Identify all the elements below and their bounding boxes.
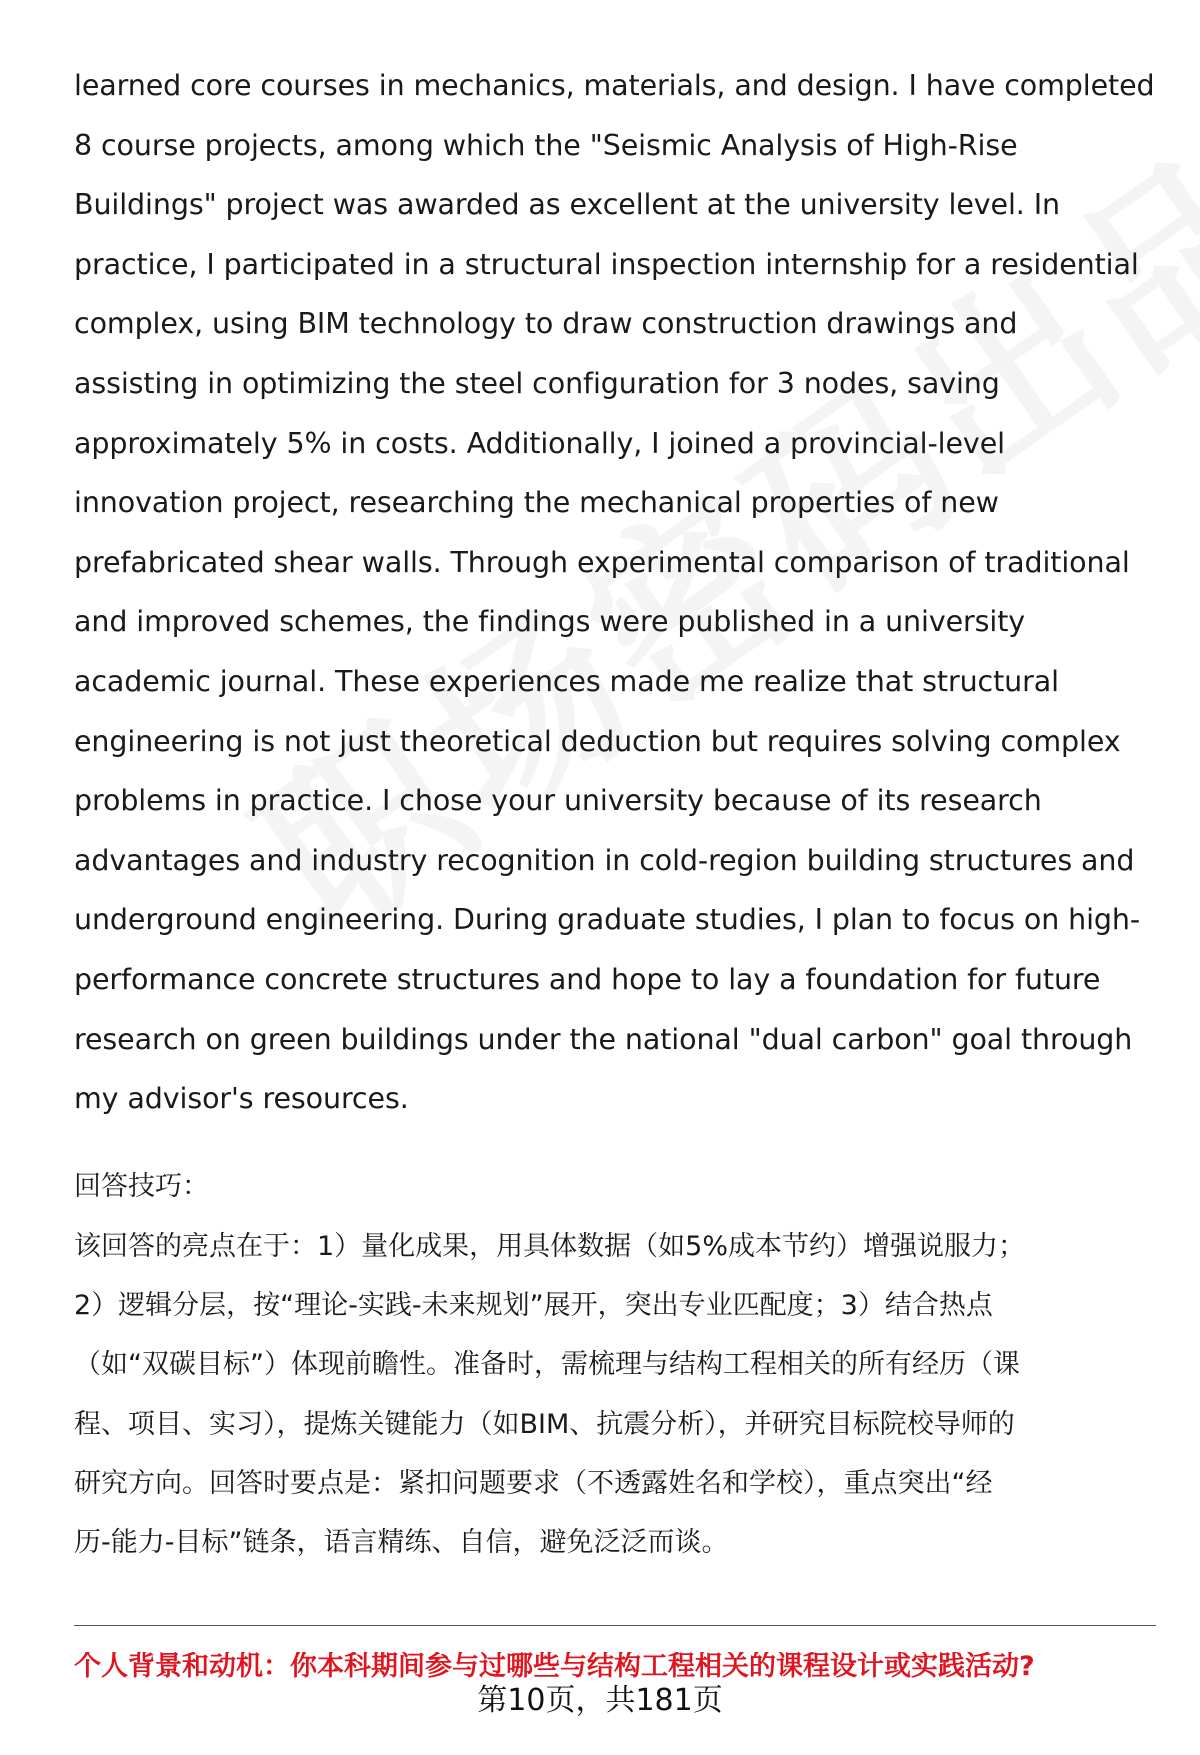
answer-line: learned core courses in mechanics, materials, and design. I have completed — [74, 69, 1155, 102]
tips-line: 历-能力-目标”链条，语言精练、自信，避免泛泛而谈。 — [74, 1527, 729, 1559]
tips-line: 程、项目、实习），提炼关键能力（如BIM、抗震分析），并研究目标院校导师的 — [74, 1408, 1015, 1440]
page-footer — [0, 1684, 1200, 1718]
answer-line: prefabricated shear walls. Through experimental comparison of traditional — [74, 545, 1130, 579]
answer-line: Buildings" project was awarded as excellent at the university level. In — [74, 188, 1060, 222]
tips-heading: 回答技巧： — [74, 1171, 209, 1202]
answer-line: performance concrete structures and hope to lay a foundation for future — [74, 962, 1101, 996]
answer-line: research on green buildings under the national "dual carbon" goal through — [74, 1022, 1133, 1056]
answer-line: complex, using BIM technology to draw construction drawings and — [74, 307, 1018, 341]
tips-line: （如“双碳目标”）体现前瞻性。准备时，需梳理与结构工程相关的所有经历（课 — [74, 1349, 1020, 1381]
page-number-label: 第10页，共181页 — [473, 1683, 726, 1718]
answer-paragraph — [74, 56, 1164, 1129]
answer-line: innovation project, researching the mechanical properties of new — [74, 486, 999, 520]
answer-line: 8 course projects, among which the "Seismic Analysis of High-Rise — [74, 128, 1018, 162]
answer-line: academic journal. These experiences made me realize that structural — [74, 664, 1059, 698]
answer-line: advantages and industry recognition in cold-region building structures and — [74, 843, 1135, 877]
answer-line: underground engineering. During graduate studies, I plan to focus on high- — [74, 903, 1141, 937]
answer-line: approximately 5% in costs. Additionally, I joined a provincial-level — [74, 426, 1005, 460]
answer-line: assisting in optimizing the steel configuration for 3 nodes, saving — [74, 366, 1000, 400]
answer-line: problems in practice. I chose your university because of its research — [74, 784, 1042, 818]
answer-line: my advisor's resources. — [74, 1082, 409, 1116]
answer-line: practice, I participated in a structural inspection internship for a residential — [74, 247, 1139, 281]
tips-line: 该回答的亮点在于：1）量化成果，用具体数据（如5%成本节约）增强说服力； — [74, 1231, 1026, 1262]
answer-line: engineering is not just theoretical deduction but requires solving complex — [74, 724, 1121, 758]
tips-line: 2）逻辑分层，按“理论-实践-未来规划”展开，突出专业匹配度；3）结合热点 — [74, 1290, 993, 1322]
section-divider — [74, 1625, 1156, 1626]
next-question-heading: 个人背景和动机：你本科期间参与过哪些与结构工程相关的课程设计或实践活动? — [74, 1652, 1035, 1682]
tips-line: 研究方向。回答时要点是：紧扣问题要求（不透露姓名和学校），重点突出“经 — [74, 1467, 993, 1499]
tips-paragraph — [74, 1217, 1164, 1572]
answer-line: and improved schemes, the findings were published in a university — [74, 605, 1026, 639]
